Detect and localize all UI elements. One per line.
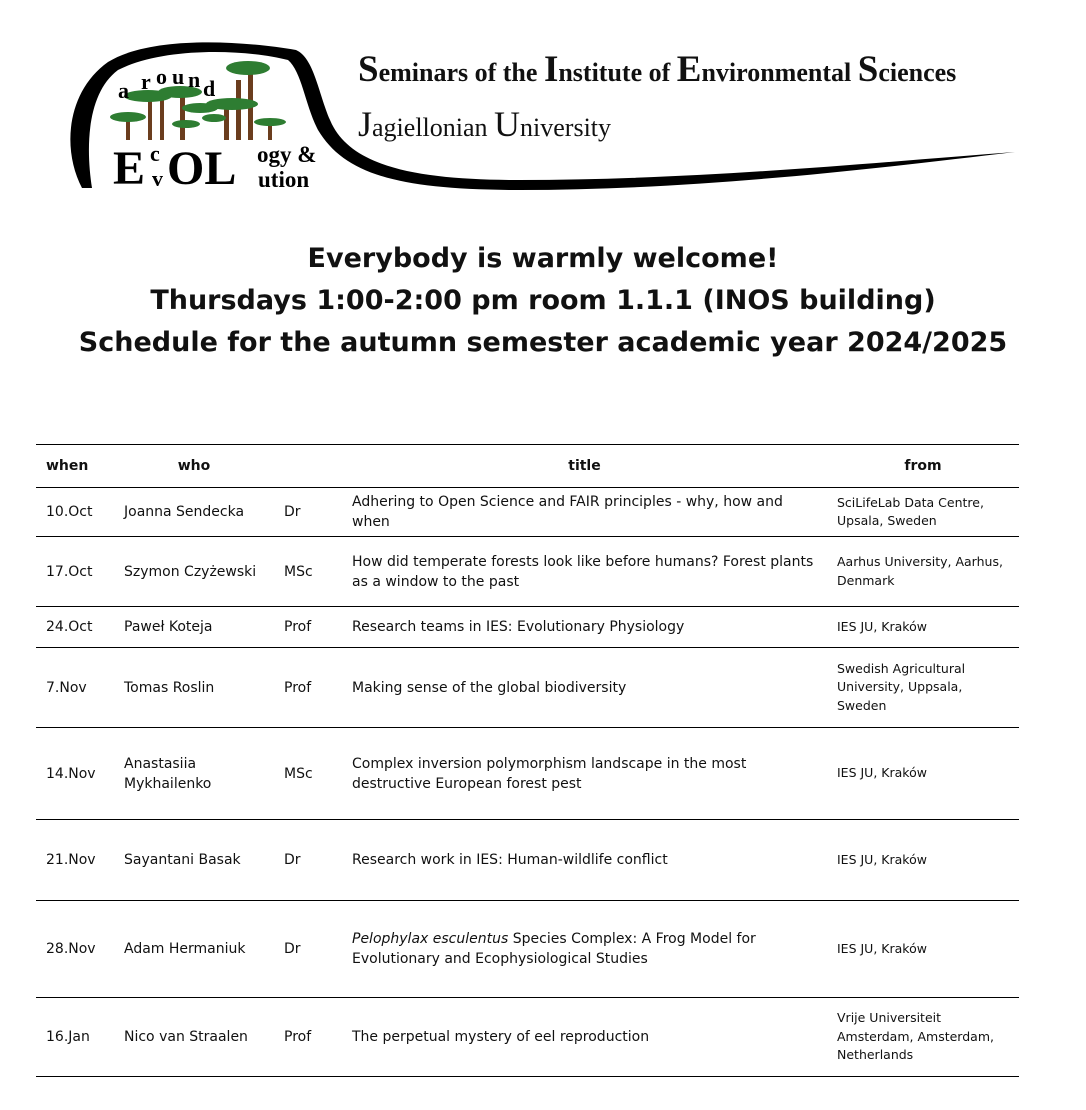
semester-line: Schedule for the autumn semester academic year 2024/2025: [78, 327, 1008, 358]
cell-title: Research work in IES: Human-wildlife conflict: [342, 820, 827, 901]
cell-when: 10.Oct: [36, 488, 114, 537]
cell-title-species: Pelophylax esculentus: [352, 931, 509, 947]
page-title: [358, 48, 956, 91]
table-row: [36, 648, 1019, 728]
table-row: [36, 488, 1019, 537]
logo-letters-OL: OL: [167, 142, 237, 195]
title-part: eminars of the: [378, 58, 544, 87]
table-row: [36, 607, 1019, 648]
column-header-when: when: [36, 445, 114, 488]
subtitle-part: agiellonian: [372, 113, 495, 142]
cell-when: 17.Oct: [36, 537, 114, 607]
cell-title-text: Species Complex: A Frog Model for Evolutionary and Ecophysiological Studies: [352, 931, 756, 967]
column-header-who: who: [114, 445, 274, 488]
cell-title: Research teams in IES: Evolutionary Physiology: [342, 607, 827, 648]
title-part: nvironmental: [701, 58, 858, 87]
subtitle-cap: U: [494, 104, 521, 144]
cell-who: Paweł Koteja: [114, 607, 274, 648]
table-row: [36, 998, 1019, 1077]
title-part: nstitute of: [558, 58, 677, 87]
column-header-degree: [274, 445, 342, 488]
subtitle-cap: J: [358, 104, 373, 144]
title-part: ciences: [878, 58, 957, 87]
logo-letter-n: n: [188, 67, 201, 92]
cell-from: IES JU, Kraków: [827, 728, 1019, 820]
cell-degree: Dr: [274, 901, 342, 998]
logo-letter-o: o: [156, 64, 167, 89]
logo-letter-E: E: [113, 142, 146, 195]
cell-who: Adam Hermaniuk: [114, 901, 274, 998]
cell-degree: Dr: [274, 488, 342, 537]
cell-degree: Dr: [274, 820, 342, 901]
table-row: [36, 728, 1019, 820]
title-cap: I: [543, 49, 559, 90]
logo-word-ution: ution: [258, 167, 310, 192]
logo-letter-r: r: [141, 69, 151, 94]
table-row: [36, 820, 1019, 901]
cell-when: 7.Nov: [36, 648, 114, 728]
subtitle-part: niversity: [520, 113, 612, 142]
title-cap: S: [857, 49, 879, 90]
seminar-logo-header: [0, 0, 1086, 220]
cell-degree: Prof: [274, 648, 342, 728]
cell-who: Anastasiia Mykhailenko: [114, 728, 274, 820]
logo-letter-d: d: [203, 76, 216, 101]
cell-who: Szymon Czyżewski: [114, 537, 274, 607]
cell-when: 24.Oct: [36, 607, 114, 648]
intro-block: [0, 238, 1086, 364]
cell-from: SciLifeLab Data Centre, Upsala, Sweden: [827, 488, 1019, 537]
cell-from: Vrije Universiteit Amsterdam, Amsterdam, Netherlands: [827, 998, 1019, 1077]
cell-degree: MSc: [274, 537, 342, 607]
cell-when: 28.Nov: [36, 901, 114, 998]
cell-title: The perpetual mystery of eel reproduction: [342, 998, 827, 1077]
table-row: [36, 537, 1019, 607]
schedule-time-line: Thursdays 1:00-2:00 pm room 1.1.1 (INOS building): [150, 285, 936, 316]
cell-degree: Prof: [274, 607, 342, 648]
logo-letter-c: c: [150, 141, 160, 166]
cell-from: Aarhus University, Aarhus, Denmark: [827, 537, 1019, 607]
cell-who: Joanna Sendecka: [114, 488, 274, 537]
cell-who: Tomas Roslin: [114, 648, 274, 728]
seminar-schedule-table: [36, 444, 1019, 1077]
cell-who: Sayantani Basak: [114, 820, 274, 901]
column-header-from: from: [827, 445, 1019, 488]
table-header-row: [36, 445, 1019, 488]
logo-letter-a: a: [118, 78, 129, 103]
cell-title: Adhering to Open Science and FAIR principles - why, how and when: [342, 488, 827, 537]
welcome-line: Everybody is warmly welcome!: [307, 243, 779, 274]
cell-from: Swedish Agricultural University, Uppsala, Sweden: [827, 648, 1019, 728]
cell-degree: MSc: [274, 728, 342, 820]
title-cap: S: [358, 49, 379, 90]
title-cap: E: [676, 49, 702, 90]
cell-title: How did temperate forests look like before humans? Forest plants as a window to the past: [342, 537, 827, 607]
cell-title: Complex inversion polymorphism landscape in the most destructive European forest pest: [342, 728, 827, 820]
cell-title: Making sense of the global biodiversity: [342, 648, 827, 728]
cell-from: IES JU, Kraków: [827, 607, 1019, 648]
cell-when: 16.Jan: [36, 998, 114, 1077]
cell-who: Nico van Straalen: [114, 998, 274, 1077]
logo-word-ology: ogy &: [257, 142, 317, 167]
cell-degree: Prof: [274, 998, 342, 1077]
column-header-title: title: [342, 445, 827, 488]
page-subtitle: [358, 103, 611, 145]
cell-title: [342, 901, 827, 998]
logo-letter-u: u: [172, 64, 185, 89]
cell-when: 21.Nov: [36, 820, 114, 901]
table-row: [36, 901, 1019, 998]
cell-from: IES JU, Kraków: [827, 820, 1019, 901]
cell-from: IES JU, Kraków: [827, 901, 1019, 998]
cell-when: 14.Nov: [36, 728, 114, 820]
logo-letter-v: v: [152, 166, 163, 191]
